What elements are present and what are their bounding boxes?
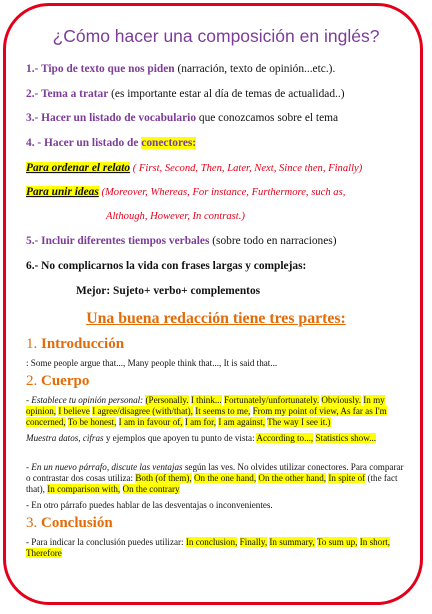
join-connectors (26, 186, 345, 198)
body-paragraph-1 (26, 395, 404, 429)
step-3-label: 3.- Hacer un listado de vocabulario (26, 112, 197, 124)
highlighted-connector: I am against, (218, 417, 266, 428)
highlighted-connector: According to..., (256, 433, 314, 443)
highlighted-connector: I think... (190, 395, 222, 405)
highlighted-connector: In my opinion, (26, 395, 385, 417)
step-6-text: 6.- No complicarnos la vida con frases largas y complejas: (26, 260, 307, 272)
body-p3-lead: - En un nuevo párrafo, discute las ventajas (26, 462, 183, 472)
body-number: 2. (26, 373, 41, 389)
highlighted-connector: As far as I'm concerned, (26, 406, 387, 428)
highlighted-connector: In summary, (269, 537, 315, 547)
highlighted-connector: Obviously. (321, 395, 361, 405)
highlighted-connector: In spite of (328, 473, 366, 484)
step-6 (26, 260, 306, 272)
highlighted-connector: I am for, (184, 417, 217, 428)
highlighted-connector: Finally, (239, 537, 268, 547)
body-p3-mid: (the fact that), (26, 473, 398, 495)
highlighted-connector: Therefore (26, 548, 62, 559)
highlighted-connector: I agree/disagree (with/that), (92, 406, 193, 417)
highlighted-connector: Both (of them), (135, 473, 192, 484)
highlighted-connector: I believe (58, 406, 90, 417)
highlighted-connector: (Personally. (145, 395, 189, 405)
step-5-text: (sobre todo en narraciones) (209, 235, 337, 247)
order-list: ( First, Second, Then, Later, Next, Since then, Finally) (130, 163, 363, 174)
body-p3-text: según las ves. No olvides utilizar conectores. Para comparar o contrastar dos cosas utiliza: (26, 462, 404, 484)
body-heading: Cuerpo (41, 373, 90, 389)
body-paragraph-3 (26, 462, 404, 496)
step-3-text: que conozcamos sobre el tema (196, 112, 339, 124)
body-paragraph-4: - En otro párrafo puedes hablar de las desventajas o inconvenientes. (26, 500, 273, 510)
conclusion-lead: - Para indicar la conclusión puedes utilizar: (26, 537, 186, 547)
intro-text: : Some people argue that..., Many people think that..., It is said that... (26, 358, 278, 368)
step-4-highlight: conectores: (141, 137, 197, 149)
body-p1-lead: - Establece tu opinión personal: (26, 395, 144, 405)
step-2-label: 2.- Tema a tratar (26, 88, 109, 100)
body-paragraph-2 (26, 433, 404, 444)
highlighted-connector: In comparison with, (47, 484, 121, 495)
step-2-text: (es importante estar al día de temas de actualidad..) (108, 88, 345, 100)
step-5 (26, 235, 337, 247)
conclusion-text (26, 537, 404, 559)
conclusion-heading: Conclusión (41, 515, 113, 531)
section-intro (26, 336, 124, 353)
join-list-continued (106, 210, 245, 222)
join-list-2: Although, However, In contrast.) (106, 211, 245, 222)
step-3 (26, 112, 338, 124)
order-label: Para ordenar el relato (26, 162, 131, 174)
highlighted-connector: In conclusion, (185, 537, 238, 547)
highlighted-connector: To sum up, (316, 537, 358, 547)
intro-heading: Introducción (41, 336, 125, 352)
body-p2-lead: Muestra datos, cifras (26, 433, 104, 443)
step-4 (26, 137, 196, 149)
page-title: ¿Cómo hacer una composición en inglés? (52, 26, 380, 46)
intro-number: 1. (26, 336, 41, 352)
highlighted-connector: In short, (359, 537, 391, 547)
highlighted-connector: Statistics show... (315, 433, 377, 443)
subtitle (0, 310, 432, 328)
step-2 (26, 88, 345, 100)
best-structure (76, 285, 260, 297)
highlighted-connector: On the contrary (122, 484, 180, 495)
highlighted-connector: On the other hand, (258, 473, 327, 484)
join-label: Para unir ideas (26, 186, 99, 198)
order-connectors (26, 162, 362, 174)
step-5-label: 5.- Incluir diferentes tiempos verbales (26, 235, 210, 247)
highlighted-connector: On the one hand, (193, 473, 257, 484)
step-4-label: 4. - Hacer un listado de (26, 137, 142, 149)
highlighted-connector: The way I see it.) (267, 417, 331, 428)
section-body (26, 373, 89, 390)
step-1-label: 1.- Tipo de texto que nos piden (26, 63, 175, 75)
best-structure-text: Mejor: Sujeto+ verbo+ complementos (76, 285, 261, 297)
step-1 (26, 63, 335, 75)
body-p2-text: y ejemplos que apoyen tu punto de vista: (103, 433, 255, 443)
highlighted-connector: To be honest, (67, 417, 117, 428)
highlighted-connector: From my point of view, (252, 406, 339, 417)
join-list: (Moreover, Whereas, For instance, Furthermore, such as, (98, 187, 346, 198)
highlighted-connector: Fortunately/unfortunately. (223, 395, 320, 405)
highlighted-connector: I am in favour of, (118, 417, 183, 428)
subtitle-text: Una buena redacción tiene tres partes: (86, 310, 346, 327)
step-1-text: (narración, texto de opinión...etc.). (174, 63, 336, 75)
body-p2-connectors (256, 433, 376, 443)
section-conclusion (26, 515, 113, 532)
highlighted-connector: It seems to me, (195, 406, 251, 417)
conclusion-number: 3. (26, 515, 41, 531)
